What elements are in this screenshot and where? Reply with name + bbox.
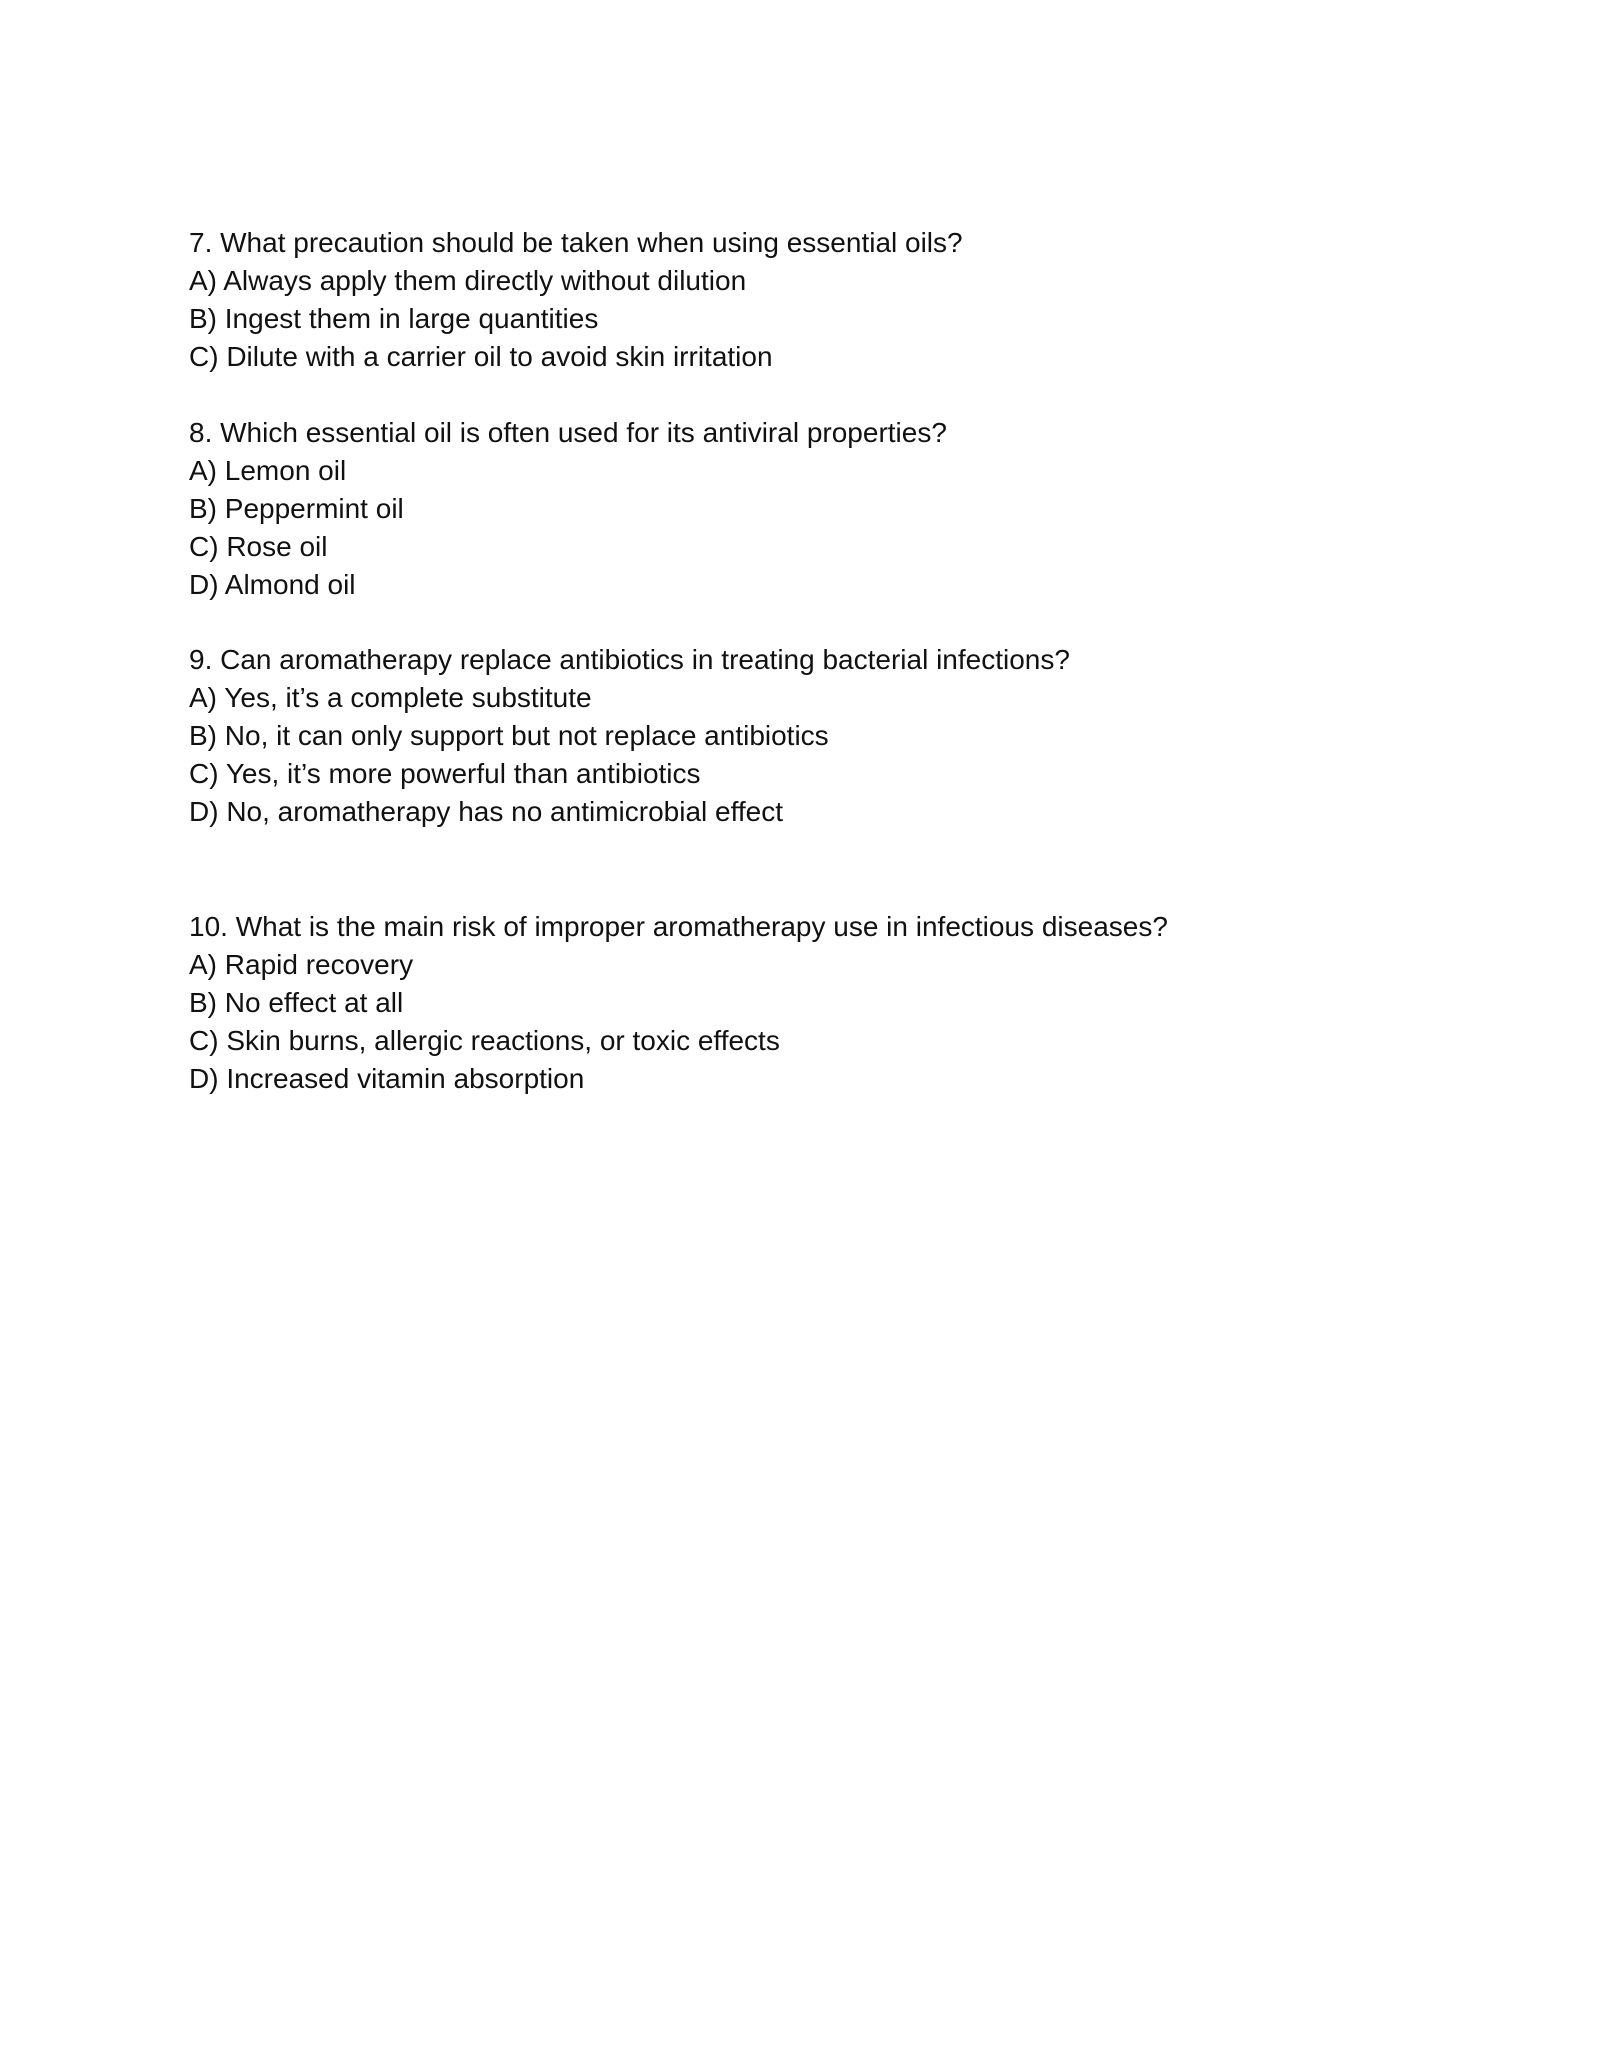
question-9 — [189, 641, 1439, 831]
question-prompt: 7. What precaution should be taken when using essential oils? — [189, 227, 963, 258]
answer-option: A) Always apply them directly without dilution — [189, 265, 747, 296]
answer-option: D) Increased vitamin absorption — [189, 1063, 585, 1094]
answer-option: B) Peppermint oil — [189, 493, 404, 524]
answer-option: D) No, aromatherapy has no antimicrobial effect — [189, 796, 783, 827]
answer-option: C) Rose oil — [189, 531, 328, 562]
question-prompt: 10. What is the main risk of improper aromatherapy use in infectious diseases? — [189, 911, 1168, 942]
answer-option: D) Almond oil — [189, 569, 356, 600]
answer-option: C) Skin burns, allergic reactions, or toxic effects — [189, 1025, 780, 1056]
answer-option: C) Dilute with a carrier oil to avoid skin irritation — [189, 341, 773, 372]
answer-option: B) Ingest them in large quantities — [189, 303, 599, 334]
question-8 — [189, 414, 1439, 604]
question-10 — [189, 908, 1439, 1098]
answer-option: B) No, it can only support but not replace antibiotics — [189, 720, 829, 751]
question-prompt: 8. Which essential oil is often used for its antiviral properties? — [189, 417, 947, 448]
question-7 — [189, 224, 1439, 376]
answer-option: A) Rapid recovery — [189, 949, 414, 980]
answer-option: A) Lemon oil — [189, 455, 347, 486]
answer-option: C) Yes, it’s more powerful than antibiotics — [189, 758, 701, 789]
answer-option: B) No effect at all — [189, 987, 404, 1018]
question-prompt: 9. Can aromatherapy replace antibiotics in treating bacterial infections? — [189, 644, 1070, 675]
answer-option: A) Yes, it’s a complete substitute — [189, 682, 592, 713]
